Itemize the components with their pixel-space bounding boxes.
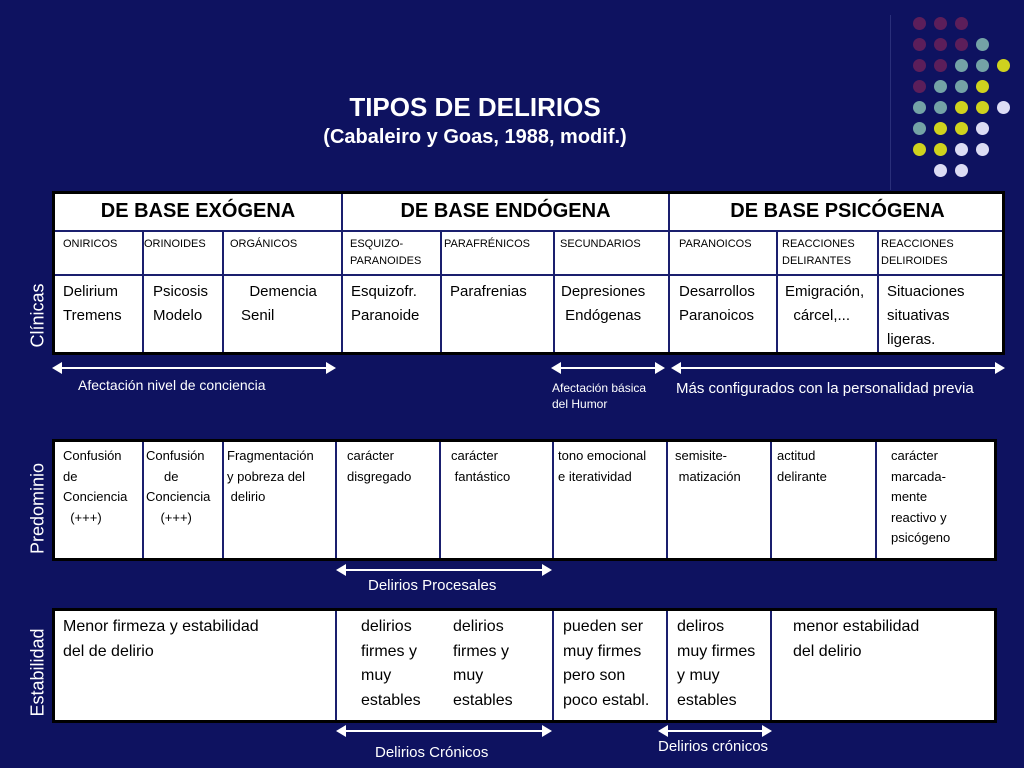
decorative-dot [976,101,989,114]
estabilidad-cell: deliros muy firmes y muy estables [677,618,756,709]
subtype-label: PARAFRÉNICOS [444,238,530,250]
estabilidad-cell: delirios firmes y muy estables [361,618,421,709]
note-personalidad: Más configurados con la personalidad previa [676,380,974,397]
predominio-cell: Confusión de Conciencia (+++) [63,448,128,525]
subtype-label: ORGÁNICOS [230,238,298,250]
subtype-label: REACCIONES DELIRANTES [782,238,855,267]
subtype-label: PARANOICOS [679,238,752,250]
decorative-dot [976,59,989,72]
clinicas-cell: Delirium Tremens [63,283,122,324]
predominio-cell: actitud delirante [777,448,827,484]
clinicas-cell: Esquizofr. Paranoide [351,283,420,324]
decorative-dot [934,17,947,30]
arrow-cronicos [338,730,550,732]
decorative-dot [934,38,947,51]
decorative-dot [955,80,968,93]
decorative-dot [934,122,947,135]
clinicas-cell: Parafrenias [450,283,527,300]
estabilidad-table [52,608,997,723]
note-conciencia: Afectación nivel de conciencia [78,377,266,393]
decorative-dot [955,17,968,30]
page-title: TIPOS DE DELIRIOS [349,92,601,122]
estabilidad-cell: menor estabilidad del delirio [793,618,920,660]
estabilidad-cell: delirios firmes y muy estables [453,618,513,709]
clinicas-cell: Depresiones Endógenas [561,283,646,324]
arrow-procesales [338,569,550,571]
note-cronicos-1: Delirios Crónicos [375,744,489,761]
arrow-humor [553,367,663,369]
header-exogena: DE BASE EXÓGENA [100,200,296,222]
clinicas-cell: Psicosis Modelo [153,283,209,324]
decorative-dot [976,143,989,156]
arrow-conciencia [54,367,334,369]
estabilidad-cell: pueden ser muy firmes pero son poco establ. [563,618,650,709]
decorative-dot [997,59,1010,72]
clinicas-table [52,191,1005,355]
decorative-dot [976,122,989,135]
decorative-dot [913,80,926,93]
decorative-dot [955,101,968,114]
decorative-dot [934,143,947,156]
arrow-cronicos-2 [660,730,770,732]
row-label-predominio: Predominio [27,462,48,555]
subtype-label: ONIRICOS [63,238,118,250]
decorative-dot [976,38,989,51]
predominio-cell: tono emocional e iteratividad [558,448,647,484]
decorative-dot [955,59,968,72]
decorative-dot [955,164,968,177]
decorative-dot [934,101,947,114]
decorative-dot [913,143,926,156]
arrow-personalidad [673,367,1003,369]
estabilidad-cell: Menor firmeza y estabilidad del de delirio [63,618,259,660]
decorative-dot [913,59,926,72]
clinicas-cell: Demencia Senil [241,283,317,324]
decorative-dot [976,80,989,93]
decorative-dot [913,17,926,30]
header-psicogena: DE BASE PSICÓGENA [730,200,945,222]
predominio-cell: Confusión de Conciencia (+++) [146,448,211,525]
predominio-cell: Fragmentación y pobreza del delirio [227,448,314,504]
decorative-dot [955,122,968,135]
clinicas-cell: Emigración, cárcel,... [785,283,865,324]
subtype-label: ORINOIDES [144,238,206,250]
decorative-dot [934,164,947,177]
subtype-label: REACCIONES DELIROIDES [881,238,954,267]
predominio-cell: carácter disgregado [347,448,412,484]
clinicas-cell: Situaciones situativas ligeras. [887,283,965,348]
note-humor: Afectación básica del Humor [552,381,647,411]
predominio-cell: semisite- matización [675,448,741,484]
decorative-dot [955,143,968,156]
note-cronicos-2: Delirios crónicos [658,738,769,755]
decorative-dot [913,101,926,114]
decorative-dot [934,59,947,72]
page-subtitle: (Cabaleiro y Goas, 1988, modif.) [323,126,627,148]
predominio-table [52,439,997,561]
header-endogena: DE BASE ENDÓGENA [400,200,611,222]
subtype-label: ESQUIZO- PARANOIDES [350,238,422,267]
predominio-cell: carácter marcada- mente reactivo y psicógeno [891,448,951,545]
decorative-dot [934,80,947,93]
note-procesales: Delirios Procesales [368,577,497,594]
predominio-cell: carácter fantástico [451,448,511,484]
decorative-dot [913,38,926,51]
decorative-dot [997,101,1010,114]
divider-line [890,15,891,190]
clinicas-cell: Desarrollos Paranoicos [679,283,755,324]
subtype-label: SECUNDARIOS [560,238,641,250]
row-label-estabilidad: Estabilidad [27,628,48,717]
row-label-clinicas: Clínicas [27,283,48,348]
decorative-dot [955,38,968,51]
decorative-dot [913,122,926,135]
